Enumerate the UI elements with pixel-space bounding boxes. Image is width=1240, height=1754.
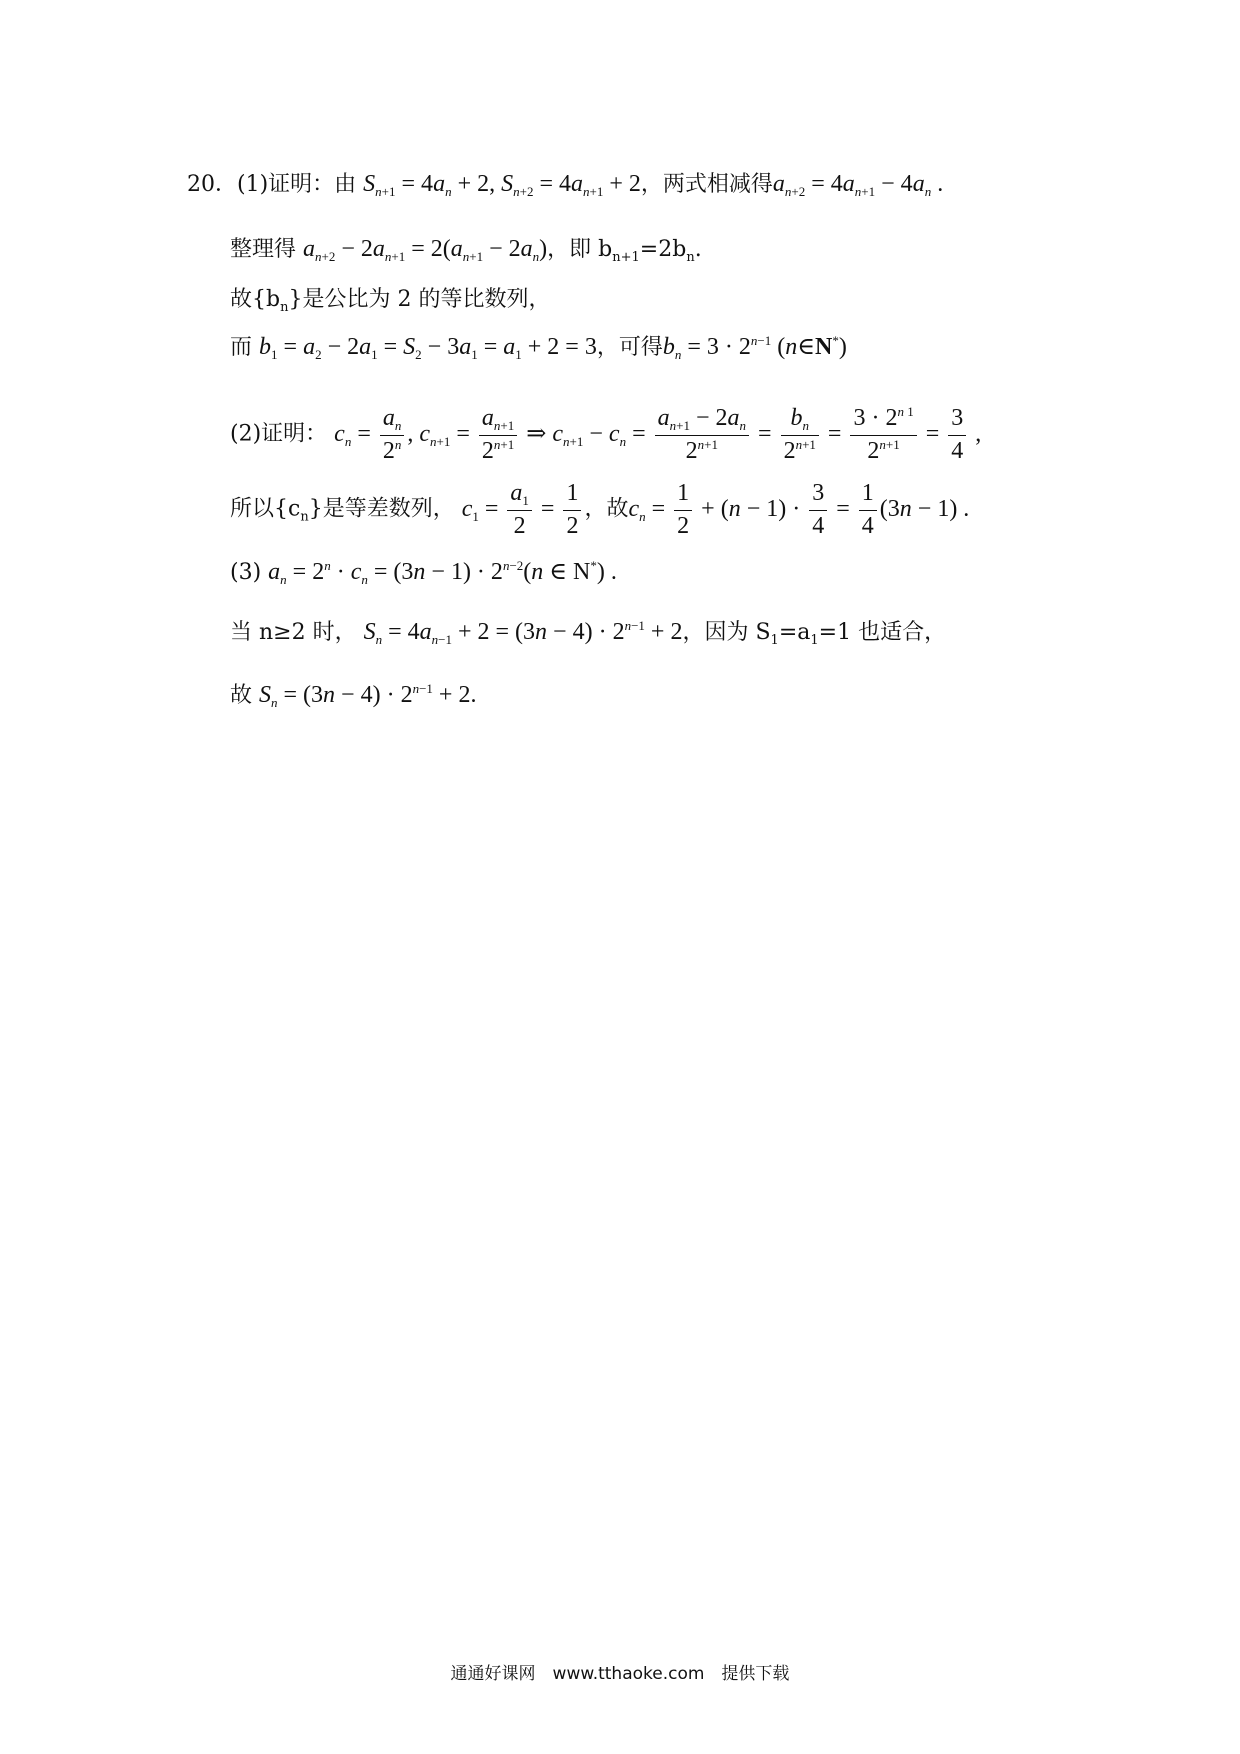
solution-line-1 bbox=[187, 171, 944, 199]
solution-line-8: 当 n≥2 时， $S_n = 4a_{n-1} + 2 = (3n - 4) \cdot 2^{n-1} + 2$，因为 $S_1=a_1=1$ 也适合， bbox=[230, 618, 947, 648]
line8-connector: ，因为 S bbox=[682, 620, 771, 645]
solution-line-9 bbox=[230, 681, 477, 710]
solution-line-7 bbox=[230, 558, 617, 587]
solution-line-6: 所以$\{c_n\}$是等差数列， $c_1$ = $\frac{a_1}{2}$ = $\frac{1}{2}$ ，故$c_n$ = $\frac{1}{2}$ + (n − 1) · $\frac{3}{4}$ = $\frac{1}{4}$ (3n − 1) . bbox=[230, 480, 970, 539]
part3-label: (3) bbox=[230, 560, 262, 585]
solution-line-5 bbox=[230, 405, 981, 465]
line2-connector: ，即 b bbox=[547, 237, 613, 262]
equation-a-recurrence: $a_{n+2} = 4a_{n+1} - 4a_n$ . bbox=[772, 171, 944, 199]
line9-prefix: 故 bbox=[230, 683, 253, 708]
line1-connector: ，两式相减得 bbox=[640, 172, 773, 197]
solution-line-3: 故$\{b_n\}$是公比为 2 的等比数列， bbox=[230, 287, 551, 315]
problem-number: 20． bbox=[187, 172, 237, 197]
part1-label: (1)证明：由 bbox=[237, 172, 357, 197]
equation-cn-definition: $c_n$ = $\frac{a_n}{2^n}$ , $c_{n+1}$ = $\frac{a_{n+1}}{2^{n+1}}$ ⇒ $c_{n+1} - c_n$ = $\frac{a_{n+1} - 2a_n}{2^{n+1}}$ = $\frac{b_n}{2^{n+1}}$ = $\frac{3 \cdot 2^{n 1}}{2^{n+1}}$ = $\frac{3}{4}$ , bbox=[334, 404, 982, 464]
equation-bn: $b_n = 3 \cdot 2^{n-1}$ (n∈N*) bbox=[662, 333, 847, 362]
line6-connector: ，故 bbox=[584, 496, 629, 522]
solution-line-2: 整理得 $a_{n+2} - 2a_{n+1} = 2(a_{n+1} - 2a_n)$，即 $b_{n+1}=2b_n$. bbox=[230, 236, 702, 265]
line4-prefix: 而 bbox=[230, 335, 253, 360]
part2-label: (2)证明： bbox=[230, 421, 328, 447]
line2-prefix: 整理得 bbox=[230, 237, 297, 262]
equation-sn-general: $S_n = 4a_{n-1} + 2 = (3n - 4) \cdot 2^{n-1} + 2$ bbox=[363, 618, 683, 647]
equation-cn-formula: $c_n$ = $\frac{1}{2}$ + (n − 1) · $\frac{3}{4}$ = $\frac{1}{4}$ (3n − 1) . bbox=[628, 480, 970, 539]
line3-text: }是公比为 2 的等比数列， bbox=[288, 287, 551, 312]
equation-s-recurrence: $S_{n+1} = 4a_n + 2$, $S_{n+2} = 4a_{n+1} + 2$ bbox=[363, 171, 641, 199]
equation-rearranged: $a_{n+2} - 2a_{n+1} = 2(a_{n+1} - 2a_n)$ bbox=[303, 236, 548, 264]
line4-connector: ，可得 bbox=[596, 335, 663, 360]
equation-sn-final: $S_n = (3n - 4) \cdot 2^{n-1} + 2$. bbox=[259, 681, 477, 710]
equation-an: $a_n = 2^n \cdot c_n = (3n - 1) \cdot 2^{n-2}(n$ ∈ N*) . bbox=[268, 558, 617, 587]
line8-prefix: 当 n≥2 时， bbox=[230, 620, 357, 645]
line8-tail: 也适合， bbox=[858, 620, 947, 645]
line3-prefix: 故{b bbox=[230, 287, 281, 312]
solution-line-4 bbox=[230, 333, 847, 362]
line6-prefix: 所以{c bbox=[230, 496, 301, 522]
equation-b1: $b_1 = a_2 - 2a_1 = S_2 - 3a_1 = a_1 + 2 = 3$ bbox=[259, 334, 597, 362]
line2-rel: =2b bbox=[639, 237, 687, 262]
page-footer: 通通好课网 www.tthaoke.com 提供下载 bbox=[450, 1664, 790, 1684]
equation-c1: $c_1$ = $\frac{a_1}{2}$ = $\frac{1}{2}$ bbox=[462, 496, 585, 522]
line6-mid: }是等差数列， bbox=[308, 496, 455, 522]
